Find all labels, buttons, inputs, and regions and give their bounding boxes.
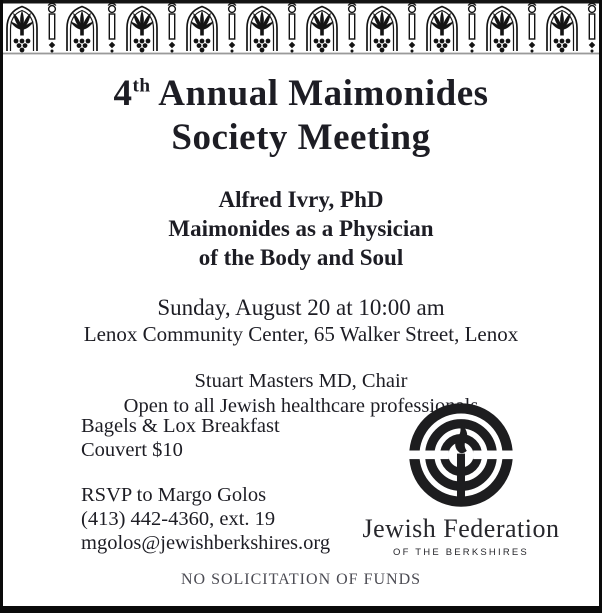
event-location: Lenox Community Center, 65 Walker Street, Lenox	[83, 322, 519, 346]
details-block	[81, 414, 330, 555]
title-line1: Annual Maimonides	[150, 73, 489, 114]
phone-line: (413) 442-4360, ext. 19	[81, 508, 276, 530]
rsvp-group	[81, 483, 330, 555]
talk-title-line2: of the Body and Soul	[198, 245, 404, 270]
audience-note: Open to all Jewish healthcare professionals	[123, 395, 479, 417]
breakfast-group	[81, 414, 330, 462]
title-number: 4	[113, 73, 133, 114]
disclaimer-text: NO SOLICITATION OF FUNDS	[180, 571, 422, 588]
flyer-content	[3, 56, 599, 419]
logo-org-name: Jewish Federation	[362, 514, 560, 543]
logo-suborg-name: OF THE BERKSHIRES	[393, 547, 529, 558]
chair-name: Stuart Masters MD, Chair	[194, 370, 408, 392]
organization-logo	[361, 399, 561, 558]
menorah-circle-icon	[405, 399, 517, 511]
ornamental-border	[0, 0, 602, 56]
title-line2: Society Meeting	[171, 117, 431, 158]
page-title	[3, 72, 599, 160]
couvert-line: Couvert $10	[81, 439, 183, 461]
speaker-name: Alfred Ivry, PhD	[218, 187, 384, 212]
breakfast-line: Bagels & Lox Breakfast	[81, 415, 280, 437]
event-datetime: Sunday, August 20 at 10:00 am	[157, 295, 445, 320]
rsvp-line: RSVP to Margo Golos	[81, 484, 267, 506]
talk-title-line1: Maimonides as a Physician	[168, 216, 434, 241]
event-when-where	[3, 294, 599, 348]
email-line: mgolos@jewishberkshires.org	[81, 532, 331, 554]
title-ordinal: th	[132, 75, 151, 97]
speaker-block	[3, 185, 599, 272]
ornament-pattern	[0, 0, 602, 56]
